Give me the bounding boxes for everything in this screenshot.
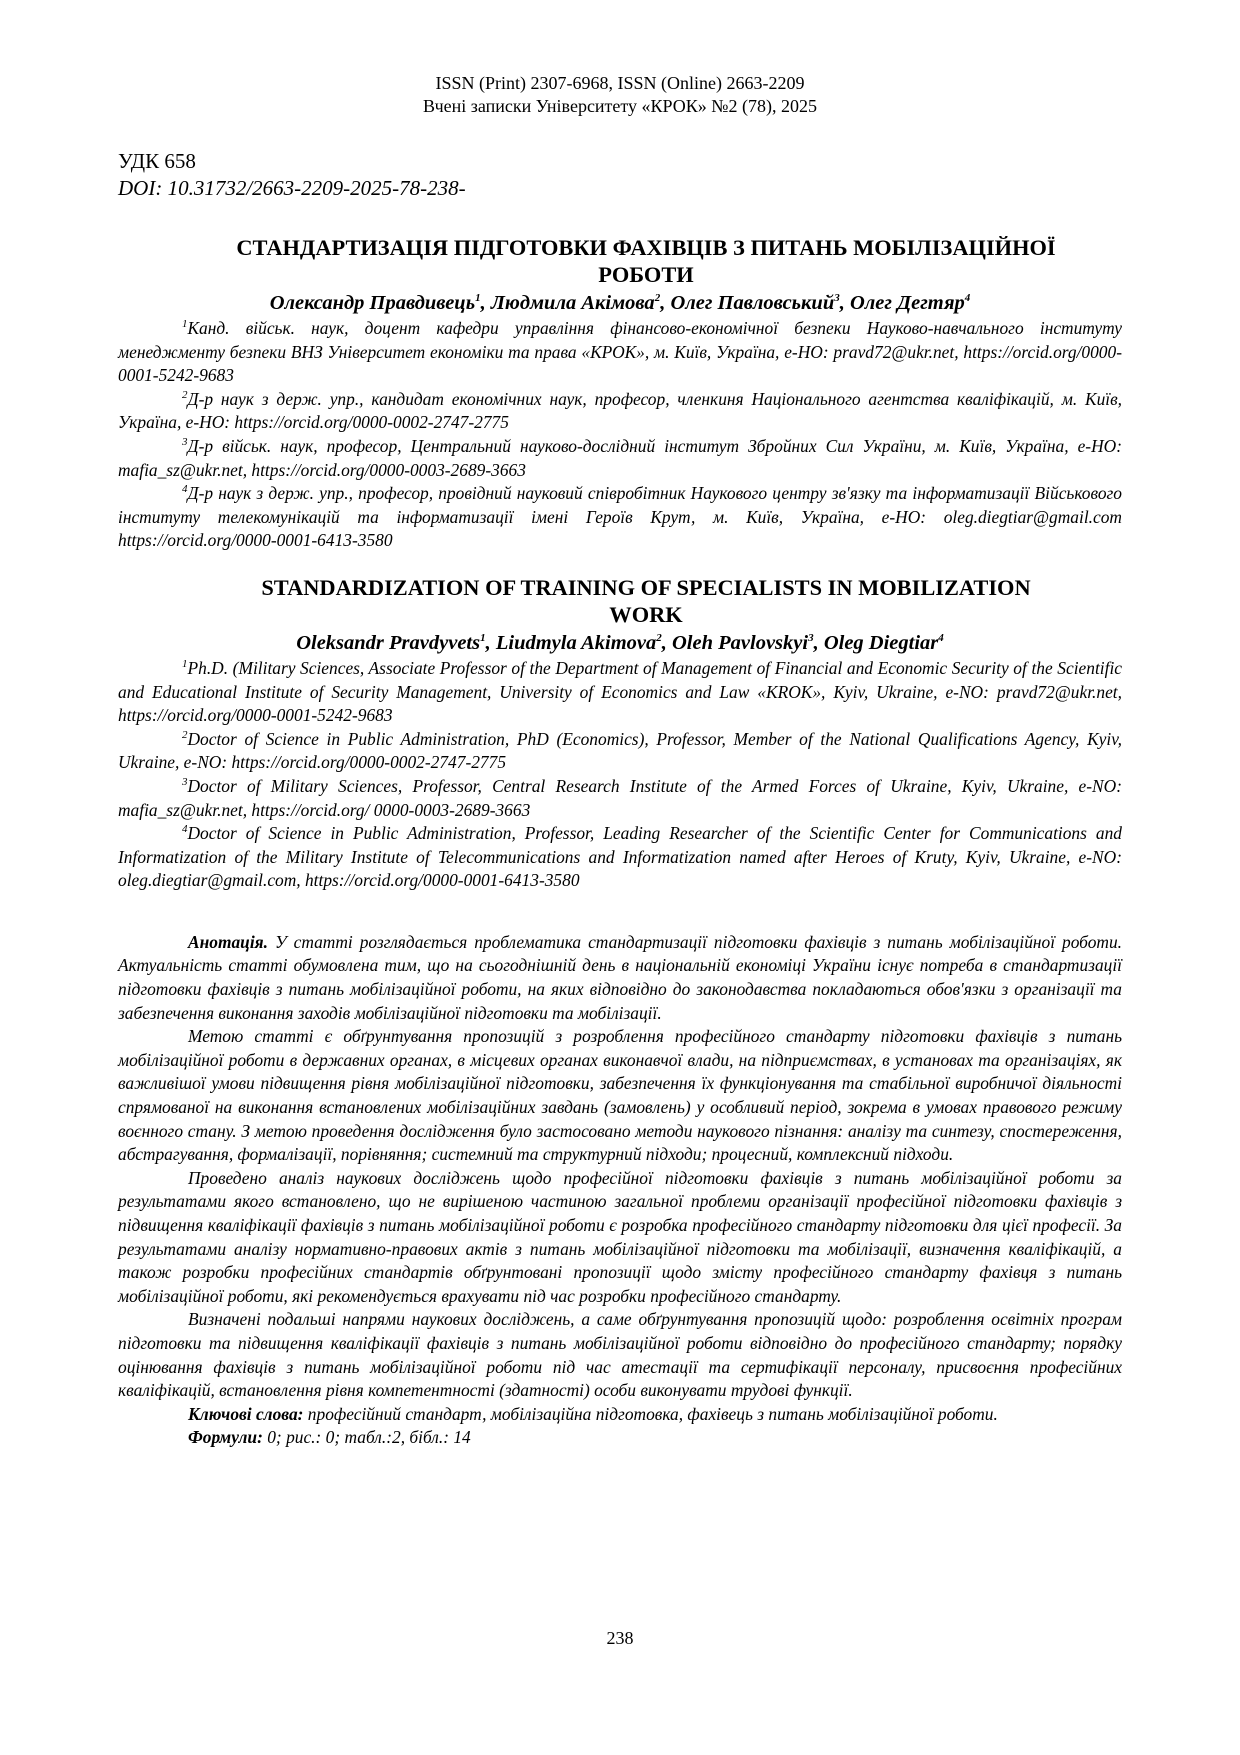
title-en-line1: STANDARDIZATION OF TRAINING OF SPECIALISTS IN MOBILIZATION	[261, 574, 1031, 600]
title-ua-line1: СТАНДАРТИЗАЦІЯ ПІДГОТОВКИ ФАХІВЦІВ З ПИТАНЬ МОБІЛІЗАЦІЙНОЇ	[236, 235, 1056, 260]
affiliation-en-3: $^3$Doctor of Military Sciences, Professor, Central Research Institute of the Armed Forces of Ukraine, Kyiv, Ukraine, e-NO: mafia_sz@ukr.net, https://orcid.org/ 0000-0003-2689-3663	[118, 775, 1122, 820]
author-ua-2: Людмила Акімова$^2$,	[490, 292, 671, 314]
title-en-line2: WORK	[609, 601, 683, 627]
journal-header	[118, 72, 1122, 118]
abstract-paragraph-1: Анотація. У статті розглядається проблематика стандартизації підготовки фахівців з питань мобілізаційної роботи. Актуальність статті обумовлена тим, що на сьогоднішній день в національній економіці України існує потреба в стандартизації підготовки фахівців з питань мобілізаційної роботи, на яких відповідно до законодавства покладаються обов'язки з організації та забезпечення виконання заходів мобілізаційної підготовки та мобілізації.	[118, 931, 1122, 1023]
affiliation-ua-3: $^3$Д-р військ. наук, професор, Центральний науково-дослідний інститут Збройних Сил України, м. Київ, Україна, е-НО: mafia_sz@ukr.net, https://orcid.org/0000-0003-2689-3663	[118, 435, 1122, 480]
formulas-line: Формули: 0; рис.: 0; табл.:2, бібл.: 14	[188, 1427, 471, 1448]
title-ua	[118, 234, 1122, 288]
formulas-label: Формули:	[188, 1427, 263, 1448]
udk-code: УДК 658	[118, 149, 196, 173]
affiliation-en-1: $^1$Ph.D. (Military Sciences, Associate Professor of the Department of Management of Financial and Economic Security of the Scientific and Educational Institute of Security Management, University of Economics and Law «KROK», Kyiv, Ukraine, e-NO: pravd72@ukr.net, https://orcid.org/0000-0001-5242-9683	[118, 657, 1122, 726]
keywords-label: Ключові слова:	[188, 1403, 304, 1424]
authors-en	[118, 629, 1122, 657]
issn-line: ISSN (Print) 2307-6968, ISSN (Online) 2663-2209	[435, 73, 805, 93]
affiliation-ua-1: $^1$Канд. військ. наук, доцент кафедри управління фінансово-економічної безпеки Науково-навчального інституту менеджменту безпеки ВНЗ Університет економіки та права «КРОК», м. Київ, Україна, е-НО: pravd72@ukr.net, https://orcid.org/0000-0001-5242-9683	[118, 318, 1122, 386]
author-ua-3: Олег Павловський$^3$,	[670, 292, 850, 314]
abstract-section	[118, 931, 1122, 1450]
affiliation-ua-4: $^4$Д-р наук з держ. упр., професор, провідний науковий співробітник Наукового центру зв'язку та інформатизації Військового інституту телекомунікацій та інформатизації імені Героїв Крут, м. Київ, Україна, е-НО: oleg.diegtiar@gmail.com https://orcid.org/0000-0001-6413-3580	[118, 483, 1122, 551]
page-body	[118, 72, 1122, 1450]
author-ua-4: Олег Дегтяр$^4$	[849, 292, 971, 314]
abstract-paragraph-2: Метою статті є обґрунтування пропозицій з розроблення професійного стандарту підготовки фахівців з питань мобілізаційної роботи в державних органах, в місцевих органах виконавчої влади, на підприємствах, в установах та організаціях, як важливішої умови підвищення рівня мобілізаційної підготовки, забезпечення їх функціонування та стабільної виробничої діяльності спрямованої на виконання встановлених мобілізаційних завдань (замовлень) у особливий період, зокрема в умовах правового режиму воєнного стану. З метою проведення дослідження було застосовано методи наукового пізнання: аналізу та синтезу, спостереження, абстрагування, формалізації, порівняння; системний та структурний підходи; процесний, комплексний підходи.	[118, 1026, 1122, 1165]
author-ua-1: Олександр Правдивець$^1$,	[269, 292, 491, 314]
author-en-4: Oleg Diegtiar$^4$	[823, 631, 944, 654]
affiliation-en-2: $^2$Doctor of Science in Public Administration, PhD (Economics), Professor, Member of the National Qualifications Agency, Kyiv, Ukraine, e-NO: https://orcid.org/0000-0002-2747-2775	[118, 728, 1122, 773]
affiliation-ua-2: $^2$Д-р наук з держ. упр., кандидат економічних наук, професор, членкиня Національного агентства кваліфікацій, м. Київ, Україна, е-НО: https://orcid.org/0000-0002-2747-2775	[118, 388, 1122, 433]
journal-line: Вчені записки Університету «КРОК» №2 (78), 2025	[423, 96, 817, 116]
page-number: 238	[606, 1628, 634, 1648]
abstract-label: Анотація.	[188, 931, 268, 952]
doi-link[interactable]: DOI: 10.31732/2663-2209-2025-78-238-	[118, 176, 466, 200]
abstract-paragraph-4: Визначені подальші напрями наукових досліджень, а саме обґрунтування пропозицій щодо: розроблення освітніх програм підготовки та підвищення кваліфікації фахівців з питань мобілізаційної роботи відповідно до професійного стандарту; порядку оцінювання фахівців з питань мобілізаційної роботи під час атестації та сертифікації персоналу, присвоєння професійних кваліфікацій, встановлення рівня компетентності (здатності) особи виконувати трудові функції.	[118, 1309, 1122, 1401]
keywords-line: Ключові слова: професійний стандарт, мобілізаційна підготовка, фахівець з питань мобілізаційної роботи.	[188, 1403, 998, 1424]
title-en	[118, 574, 1122, 628]
title-ua-line2: РОБОТИ	[598, 262, 694, 287]
abstract-paragraph-3: Проведено аналіз наукових досліджень щодо професійної підготовки фахівців з питань мобілізаційної роботи за результатами якого встановлено, що не вирішеною частиною загальної проблеми організації професійної підготовки фахівців з підвищення кваліфікації фахівців з питань мобілізаційної роботи є розробка професійного стандарту підготовки для цієї професії. За результатами аналізу нормативно-правових актів з питань мобілізаційної підготовки та мобілізації, визначення кваліфікацій, а також розробки професійних стандартів обґрунтовані пропозиції щодо змісту професійного стандарту фахівця з питань мобілізаційної роботи, які рекомендується врахувати під час розробки професійного стандарту.	[118, 1167, 1122, 1306]
author-en-3: Oleh Pavlovskyi$^3$,	[672, 631, 824, 654]
author-en-2: Liudmyla Akimova$^2$,	[495, 631, 672, 654]
author-en-1: Oleksandr Pravdyvets$^1$,	[296, 631, 496, 654]
affiliation-en-4: $^4$Doctor of Science in Public Administration, Professor, Leading Researcher of the Scientific Center for Communications and Informatization of the Military Institute of Telecommunications and Informatization named after Heroes of Kruty, Kyiv, Ukraine, e-NO: oleg.diegtiar@gmail.com, https://orcid.org/0000-0001-6413-3580	[118, 823, 1122, 891]
authors-ua	[118, 289, 1122, 317]
